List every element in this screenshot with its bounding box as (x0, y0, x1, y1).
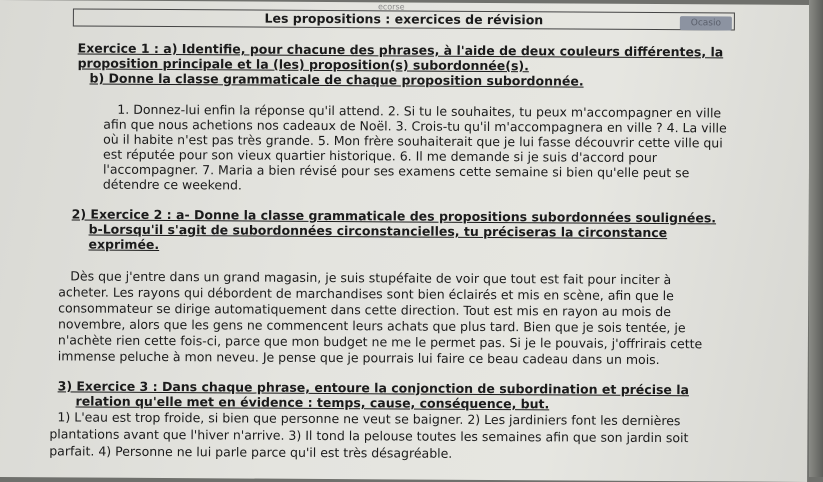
exercise2-text-line: acheter. Les rayons qui débordent de marchandises sont bien éclairés et mis en scène, afin que le (58, 284, 674, 304)
exercise1-text-line: 1. Donnez-lui enfin la réponse qu'il attend. 2. Si tu le souhaites, tu peux m'accompagner en ville (117, 101, 722, 121)
stamp-sticker: Ocasio (680, 16, 732, 30)
exercise2-heading-line3: exprimée. (88, 236, 160, 252)
exercise3-heading-line1: 3) Exercice 3 : Dans chaque phrase, entoure la conjonction de subordination et précise la (57, 378, 690, 398)
exercise3-text-line: 1) L'eau est trop froide, si bien que personne ne veut se baigner. 2) Les jardiniers font les dernières (57, 409, 681, 429)
exercise3-heading-line2: relation qu'elle met en évidence : temps, cause, conséquence, but. (75, 393, 550, 412)
exercise1-text-line: où il habite n'est pas très grande. 5. Mon frère souhaiterait que je lui fasse découvrir cette ville qui (103, 131, 723, 151)
exercise1-heading-line3: b) Donne la classe grammaticale de chaque proposition subordonnée. (89, 70, 584, 89)
exercise2-text-line: consommateur se dirige automatiquement dans cette direction. Tout est mis en rayon au mois de (58, 300, 671, 320)
exercise1-heading-line2: proposition principale et la (les) proposition(s) subordonnée(s). (77, 55, 529, 74)
exercise1-heading-line1: Exercice 1 : a) Identifie, pour chacune des phrases, à l'aide de deux couleurs différentes, la (77, 40, 724, 60)
exercise3-text-line: parfait. 4) Personne ne lui parle parce qu'il est très désagréable. (49, 443, 453, 461)
exercise2-heading-line2: b-Lorsqu'il s'agit de subordonnées circonstancielles, tu préciseras la circonstance (88, 221, 668, 241)
exercise3-text-line: plantations avant que l'hiver n'arrive. 3) Il tond la pelouse toutes les semaines afin que son jardin soit (49, 426, 689, 446)
exercise1-text-line: afin que nous achetions nos cadeaux de Noël. 3. Crois-tu qu'il m'accompagnera en ville ? 4. La ville (103, 116, 727, 136)
page-title: Les propositions : exercices de révision (73, 8, 735, 30)
exercise1-text-line: l'accompagner. 7. Maria a bien révisé pour ses examens cette semaine si bien qu'elle peut se (102, 161, 690, 181)
exercise2-text-line: novembre, alors que les gens ne commencent leurs achats que plus tard. Bien que je sois tentée, je (57, 316, 686, 336)
exercise2-text-line: immense peluche à mon neveu. Je pense que je pourrais lui faire ce beau cadeau dans un mois. (57, 348, 660, 368)
exercise1-text-line: est réputée pour son vieux quartier historique. 6. Il me demande si je suis d'accord pour (103, 146, 658, 166)
exercise1-text-line: détendre ce weekend. (102, 176, 242, 193)
handwritten-scribble: ecorse (377, 2, 405, 12)
exercise2-heading-line1: 2) Exercice 2 : a- Donne la classe grammaticale des propositions subordonnées soulignées. (71, 206, 717, 226)
background-edge (809, 0, 823, 477)
exercise2-text-line: Dès que j'entre dans un grand magasin, je suis stupéfaite de voir que tout est fait pour inciter à (70, 268, 672, 288)
exercise2-text-line: n'achète rien cette fois-ci, parce que mon budget ne me le permet pas. Si je le pouvais, j'offrirais cette (57, 332, 703, 352)
